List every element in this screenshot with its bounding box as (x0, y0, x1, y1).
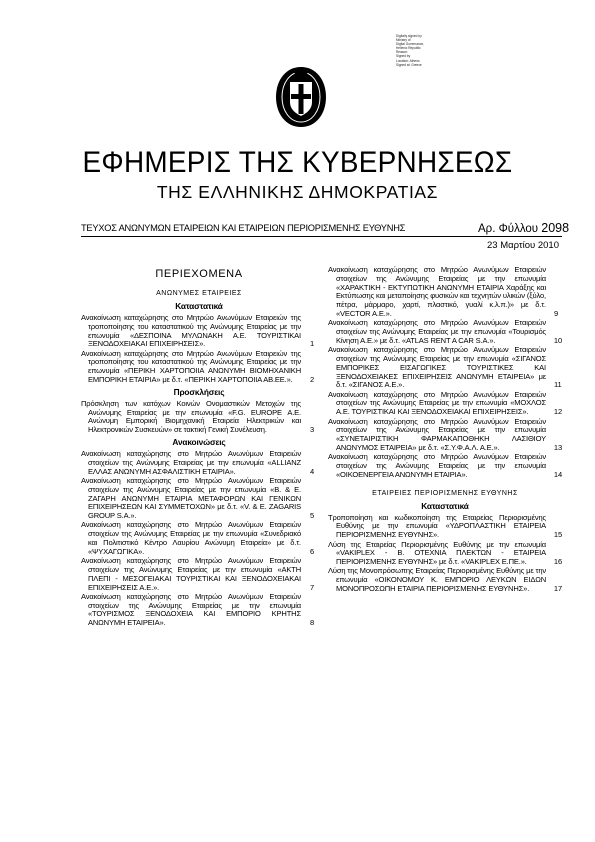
contents-entry[interactable]: Ανακοίνωση καταχώρησης στο Μητρώο Ανωνύμων Εταιρειών της τροποποίησης του καταστατικού της Ανώνυμης Εταιρείας με την επωνυμία «ΔΕΣΠΟΙΝΑ ΜΥΛΩΝΑΚΗ Α.Ε. ΤΟΥΡΙΣΤΙΚΑΙ ΞΕΝΟΔΟΧΕΙΑΚΑΙ ΕΠΙΧΕΙΡΗΣΕΙΣ». 1 (81, 313, 315, 349)
contents-entry[interactable] (328, 514, 562, 540)
entry-text: Λύση της Μονοπρόσωπης Εταιρείας Περιορισμένης Ευθύνης με την επωνυμία «ΟΙΚΟΝΟΜΟΥ Κ. ΕΜΠΟΡΙΟ ΛΕΥΚΩΝ ΕΙΔΩΝ ΜΟΝΟΠΡΟΣΩΠΗ ΕΤΑΙΡΙΑ ΠΕΡΙΟΡΙΣΜΕΝΗΣ ΕΥΘΥΝΗΣ». (328, 566, 547, 593)
digital-signature-stamp (396, 34, 442, 67)
contents-entry[interactable] (328, 541, 562, 567)
entry-text: Ανακοίνωση καταχώρησης στο Μητρώο Ανωνύμων Εταιρειών στοιχείων της Ανώνυμης Εταιρείας με την επωνυμία «ALLIANZ ΕΛΛΑΣ ΑΝΩΝΥΜΗ ΑΣΦΑΛΙΣΤΙΚΗ ΕΤΑΙΡΙΑ». (81, 449, 301, 476)
contents-entry[interactable]: Ανακοίνωση καταχώρησης στο Μητρώο Ανωνύμων Εταιρειών στοιχείων της Ανώνυμης Εταιρείας με την επωνυμία «Συνεδριακό και Πολιτιστικό Κέντρο Λαυρίου Ανώνυμη Εταιρεία» με δ.τ. «ΨΥΧΑΓΩΓΙΚΑ». 6 (81, 520, 315, 556)
contents-entry[interactable] (328, 319, 562, 345)
entry-text: Ανακοίνωση καταχώρησης στο Μητρώο Ανωνύμων Εταιρειών στοιχείων της Ανώνυμης Εταιρείας με την επωνυμία «Β. & Ε. ΖΑΓΑΡΗ ΑΝΩΝΥΜΗ ΕΤΑΙΡΙΑ ΜΕΤΑΦΟΡΩΝ ΚΑΙ ΓΕΝΙΚΩΝ ΕΠΙΧΕΙΡΗΣΕΩΝ ΚΑΙ ΣΥΜΜΕΤΟΧΩΝ» με δ.τ. «V. & E. ZAGARIS GROUP S.A.». (81, 475, 301, 521)
contents-entry[interactable]: Ανακοίνωση καταχώρησης στο Μητρώο Ανωνύμων Εταιρειών στοιχείων της Ανώνυμης Εταιρείας με την επωνυμία «ALLIANZ ΕΛΛΑΣ ΑΝΩΝΥΜΗ ΑΣΦΑΛΙΣΤΙΚΗ ΕΤΑΙΡΙΑ». 4 (81, 449, 315, 476)
greek-coat-of-arms-icon (272, 64, 330, 130)
entry-text: Ανακοίνωση καταχώρησης στο Μητρώο Ανωνύμων Εταιρειών στοιχείων της Ανώνυμης Εταιρείας με την επωνυμία «ΣΥΝΕΤΑΙΡΙΣΤΙΚΗ ΦΑΡΜΑΚΑΠΟΘΗΚΗ ΛΑΣΙΘΙΟΥ ΑΝΩΝΥΜΟΣ ΕΤΑΙΡΕΙΑ» με δ.τ. «Σ.Υ.Φ.Α.Λ. Α.Ε.». (328, 416, 546, 452)
contents-entry[interactable]: Ανακοίνωση καταχώρησης στο Μητρώο Ανωνύμων Εταιρειών στοιχείων της Ανώνυμης Εταιρείας με την επωνυμία «ΧΑΡΑΚΤΙΚΗ - ΕΚΤΥΠΩΤΙΚΗ ΑΝΩΝΥΜΗ ΕΤΑΙΡΙΑ Χαράξης και Εκτύπωσης και μεταποίησης φυσικών και τεχνητών υλικών (ξύλο, πέτρα, μάρμαρο, χαρτί, πλαστικό, γυαλί κ.λ.π.)» με δ.τ. «VECTOR A.E.». 9 (328, 265, 559, 318)
header-rule (81, 236, 562, 237)
entry-text: Ανακοίνωση καταχώρησης στο Μητρώο Ανωνύμων Εταιρειών στοιχείων της Ανώνυμης Εταιρείας με την επωνυμία «ΑΚΤΗ ΠΛΕΠΙ - ΜΕΣΟΓΕΙΑΚΑΙ ΤΟΥΡΙΣΤΙΚΑΙ ΚΑΙ ΞΕΝΟΔΟΧΕΙΑΚΑΙ ΕΠΙΧΕΙΡΗΣΕΙΣ Α.Ε.». (81, 556, 301, 592)
sheet-label: Αρ. Φύλλου (478, 223, 539, 235)
entry-text: Ανακοίνωση καταχώρησης στο Μητρώο Ανωνύμων Εταιρειών στοιχείων της Ανώνυμης Εταιρείας με την επωνυμία «ΤΟΥΡΙΣΜΟΣ ΞΕΝΟΔΟΧΕΙΑ ΚΑΙ ΕΜΠΟΡΙΟ ΚΡΗΤΗΣ ΑΝΩΝΥΜΗ ΕΤΑΙΡΕΙΑ». (81, 591, 301, 628)
sheet-number-value: 2098 (541, 221, 570, 235)
stamp-line: Digitally signed by (396, 34, 422, 38)
contents-entry[interactable] (328, 453, 562, 479)
stamp-line: Ministry of (396, 38, 411, 43)
stamp-line: Signed at: Greece (396, 62, 422, 67)
contents-right-column (328, 266, 562, 594)
entry-text: Ανακοίνωση καταχώρησης στο Μητρώο Ανωνύμων Εταιρειών στοιχείων της Ανώνυμης Εταιρείας με την επωνυμία «Τουρισμός Κίνηση Α.Ε.» με δ.τ. «ATLAS RENT A CAR S.A.». (328, 318, 546, 345)
entry-text: Ανακοίνωση καταχώρησης στο Μητρώο Ανωνύμων Εταιρειών στοιχείων της Ανώνυμης Εταιρείας με την επωνυμία «Συνεδριακό και Πολιτιστικό Κέντρο Λαυρίου Ανώνυμη Εταιρεία» με δ.τ. «ΨΥΧΑΓΩΓΙΚΑ». (81, 520, 301, 556)
entry-text: Ανακοίνωση καταχώρησης στο Μητρώο Ανωνύμων Εταιρειών της τροποποίησης του καταστατικού της Ανώνυμης Εταιρείας με την επωνυμία «ΠΕΡΙΚΗ ΧΑΡΤΟΠΟΙΙΑ ΑΝΩΝΥΜΗ ΒΙΟΜΗΧΑΝΙΚΗ ΕΜΠΟΡΙΚΗ ΕΤΑΙΡΙΑ» με δ.τ. «ΠΕΡΙΚΗ ΧΑΡΤΟΠΟΙΙΑ ΑΒ.ΕΕ.». (81, 348, 301, 385)
issue-series: ΤΕΥΧΟΣ ΑΝΩΝΥΜΩΝ ΕΤΑΙΡΕΙΩΝ ΚΑΙ ΕΤΑΙΡΕΙΩΝ ΠΕΡΙΟΡΙΣΜΕΝΗΣ ΕΥΘΥΝΗΣ (81, 223, 406, 233)
subsection-heading: Προσκλήσεις (173, 386, 225, 397)
stamp-line: Digital Governance, (396, 42, 424, 47)
contents-entry[interactable]: Ανακοίνωση καταχώρησης στο Μητρώο Ανωνύμων Εταιρειών στοιχείων της Ανώνυμης Εταιρείας με την επωνυμία «Β. & Ε. ΖΑΓΑΡΗ ΑΝΩΝΥΜΗ ΕΤΑΙΡΙΑ ΜΕΤΑΦΟΡΩΝ ΚΑΙ ΓΕΝΙΚΩΝ ΕΠΙΧΕΙΡΗΣΕΩΝ ΚΑΙ ΣΥΜΜΕΤΟΧΩΝ» με δ.τ. «V. & E. ZAGARIS GROUP S.A.». 5 (81, 475, 315, 521)
gazette-title: ΕΦΗΜΕΡΙΣ ΤΗΣ ΚΥΒΕΡΝΗΣΕΩΣ (82, 146, 513, 179)
entry-text: Ανακοίνωση καταχώρησης στο Μητρώο Ανωνύμων Εταιρειών της τροποποίησης του καταστατικού της Ανώνυμης Εταιρείας με την επωνυμία «ΔΕΣΠΟΙΝΑ ΜΥΛΩΝΑΚΗ Α.Ε. ΤΟΥΡΙΣΤΙΚΑΙ ΞΕΝΟΔΟΧΕΙΑΚΑΙ ΕΠΙΧΕΙΡΗΣΕΙΣ». (81, 313, 301, 349)
section-heading: ΕΤΑΙΡΕΙΕΣ ΠΕΡΙΟΡΙΣΜΕΝΗΣ ΕΥΘΥΝΗΣ (372, 489, 518, 497)
entry-text: Ανακοίνωση καταχώρησης στο Μητρώο Ανωνύμων Εταιρειών στοιχείων της Ανώνυμης Εταιρείας με την επωνυμία «ΧΑΡΑΚΤΙΚΗ - ΕΚΤΥΠΩΤΙΚΗ ΑΝΩΝΥΜΗ ΕΤΑΙΡΙΑ Χαράξης και Εκτύπωσης και μεταποίησης φυσικών και τεχνητών υλικών (ξύλο, πέτρα, μάρμαρο, χαρτί, πλαστικό, γυαλί κ.λ.π.)» με δ.τ. «VECTOR A.E.». (328, 265, 546, 318)
contents-entry[interactable]: Ανακοίνωση καταχώρησης στο Μητρώο Ανωνύμων Εταιρειών της τροποποίησης του καταστατικού της Ανώνυμης Εταιρείας με την επωνυμία «ΠΕΡΙΚΗ ΧΑΡΤΟΠΟΙΙΑ ΑΝΩΝΥΜΗ ΒΙΟΜΗΧΑΝΙΚΗ ΕΜΠΟΡΙΚΗ ΕΤΑΙΡΙΑ» με δ.τ. «ΠΕΡΙΚΗ ΧΑΡΤΟΠΟΙΙΑ ΑΒ.ΕΕ.». 2 (81, 348, 315, 385)
issue-date: 23 Μαρτίου 2010 (487, 240, 559, 251)
stamp-line: Signed by (396, 54, 411, 59)
entry-text: Πρόσκληση των κατόχων Κοινών Ονομαστικών Μετοχών της Ανώνυμης Εταιρείας με την επωνυμία «F.G. EUROPE Α.Ε. Ανώνυμη Εμπορική Βιομηχανική Εταιρεία Ηλεκτρικών και Ηλεκτρονικών Συσκευών» σε τακτική Γενική Συνέλευση. (81, 398, 301, 435)
contents-entry[interactable]: Πρόσκληση των κατόχων Κοινών Ονομαστικών Μετοχών της Ανώνυμης Εταιρείας με την επωνυμία «F.G. EUROPE Α.Ε. Ανώνυμη Εμπορική Βιομηχανική Εταιρεία Ηλεκτρικών και Ηλεκτρονικών Συσκευών» σε τακτική Γενική Συνέλευση. 3 (81, 398, 315, 435)
contents-entry[interactable]: Ανακοίνωση καταχώρησης στο Μητρώο Ανωνύμων Εταιρειών στοιχείων της Ανώνυμης Εταιρείας με την επωνυμία «ΣΙΓΑΝΟΣ ΕΜΠΟΡΙΚΕΣ ΕΙΣΑΓΩΓΙΚΕΣ ΤΟΥΡΙΣΤΙΚΕΣ ΚΑΙ ΞΕΝΟΔΟΧΕΙΑΚΕΣ ΕΠΙΧΕΙΡΗΣΕΙΣ ΑΝΩΝΥΜΗ ΕΤΑΙΡΕΙΑ» με δ.τ. «ΣΙΓΑΝΟΣ Α.Ε.». 11 (328, 345, 562, 390)
subsection-heading: Καταστατικά (421, 500, 469, 511)
contents-entry[interactable] (328, 567, 562, 593)
contents-heading: ΠΕΡΙΕΧΟΜΕΝΑ (155, 268, 243, 280)
stamp-line: Hellenic Republic (396, 46, 421, 51)
section-heading: ΑΝΩΝΥΜΕΣ ΕΤΑΙΡΕΙΕΣ (156, 290, 242, 297)
entry-text: Ανακοίνωση καταχώρησης στο Μητρώο Ανωνύμων Εταιρειών στοιχείων της Ανώνυμης Εταιρείας με την επωνυμία «ΟΙΚΟΕΝΕΡΓΕΙΑ ΑΝΩΝΥΜΗ ΕΤΑΙΡΙΑ». (328, 452, 546, 479)
entry-text: Λύση της Εταιρείας Περιορισμένης Ευθύνης με την επωνυμία «VAKIPLEX - Β. ΟΤΕΧΝΙΑ ΠΛΕΚΤΩΝ - ΕΤΑΙΡΕΙΑ ΠΕΡΙΟΡΙΣΜΕΝΗΣ ΕΥΘΥΝΗΣ» με δ.τ. «VAKIPLEX E.ΠΕ.». (328, 539, 546, 567)
contents-left-column (81, 268, 317, 629)
contents-entry[interactable] (328, 391, 562, 417)
entry-text: Ανακοίνωση καταχώρησης στο Μητρώο Ανωνύμων Εταιρειών στοιχείων της Ανώνυμης Εταιρείας με την επωνυμία «ΣΙΓΑΝΟΣ ΕΜΠΟΡΙΚΕΣ ΕΙΣΑΓΩΓΙΚΕΣ ΤΟΥΡΙΣΤΙΚΕΣ ΚΑΙ ΞΕΝΟΔΟΧΕΙΑΚΕΣ ΕΠΙΧΕΙΡΗΣΕΙΣ ΑΝΩΝΥΜΗ ΕΤΑΙΡΕΙΑ» με δ.τ. «ΣΙΓΑΝΟΣ Α.Ε.». (328, 345, 546, 390)
stamp-line: Reason: (396, 50, 408, 55)
subsection-heading: Καταστατικά (175, 301, 223, 311)
entry-text: Τροποποίηση και κωδικοποίηση της Εταιρείας Περιορισμένης Ευθύνης με την επωνυμία «ΥΔΡΟΠΛΑΣΤΙΚΗ ΕΤΑΙΡΕΙΑ ΠΕΡΙΟΡΙΣΜΕΝΗΣ ΕΥΘΥΝΗΣ». (328, 512, 546, 540)
contents-entry[interactable] (328, 418, 562, 453)
gazette-subtitle: ΤΗΣ ΕΛΛΗΝΙΚΗΣ ΔΗΜΟΚΡΑΤΙΑΣ (156, 182, 439, 202)
contents-entry[interactable]: Ανακοίνωση καταχώρησης στο Μητρώο Ανωνύμων Εταιρειών στοιχείων της Ανώνυμης Εταιρείας με την επωνυμία «ΤΟΥΡΙΣΜΟΣ ΞΕΝΟΔΟΧΕΙΑ ΚΑΙ ΕΜΠΟΡΙΟ ΚΡΗΤΗΣ ΑΝΩΝΥΜΗ ΕΤΑΙΡΕΙΑ». 8 (81, 591, 315, 628)
contents-entry[interactable]: Ανακοίνωση καταχώρησης στο Μητρώο Ανωνύμων Εταιρειών στοιχείων της Ανώνυμης Εταιρείας με την επωνυμία «ΑΚΤΗ ΠΛΕΠΙ - ΜΕΣΟΓΕΙΑΚΑΙ ΤΟΥΡΙΣΤΙΚΑΙ ΚΑΙ ΞΕΝΟΔΟΧΕΙΑΚΑΙ ΕΠΙΧΕΙΡΗΣΕΙΣ Α.Ε.». 7 (81, 556, 315, 592)
entry-text: Ανακοίνωση καταχώρησης στο Μητρώο Ανωνύμων Εταιρειών στοιχείων της Ανώνυμης Εταιρείας με την επωνυμία «ΜΟΧΛΟΣ Α.Ε. ΤΟΥΡΙΣΤΙΚΑΙ ΚΑΙ ΞΕΝΟΔΟΧΕΙΑΚΑΙ ΕΠΙΧΕΙΡΗΣΕΙΣ». (328, 389, 546, 417)
subsection-heading: Ανακοινώσεις (172, 437, 226, 448)
stamp-line: Location: Athens (396, 58, 420, 63)
sheet-number (478, 221, 569, 235)
